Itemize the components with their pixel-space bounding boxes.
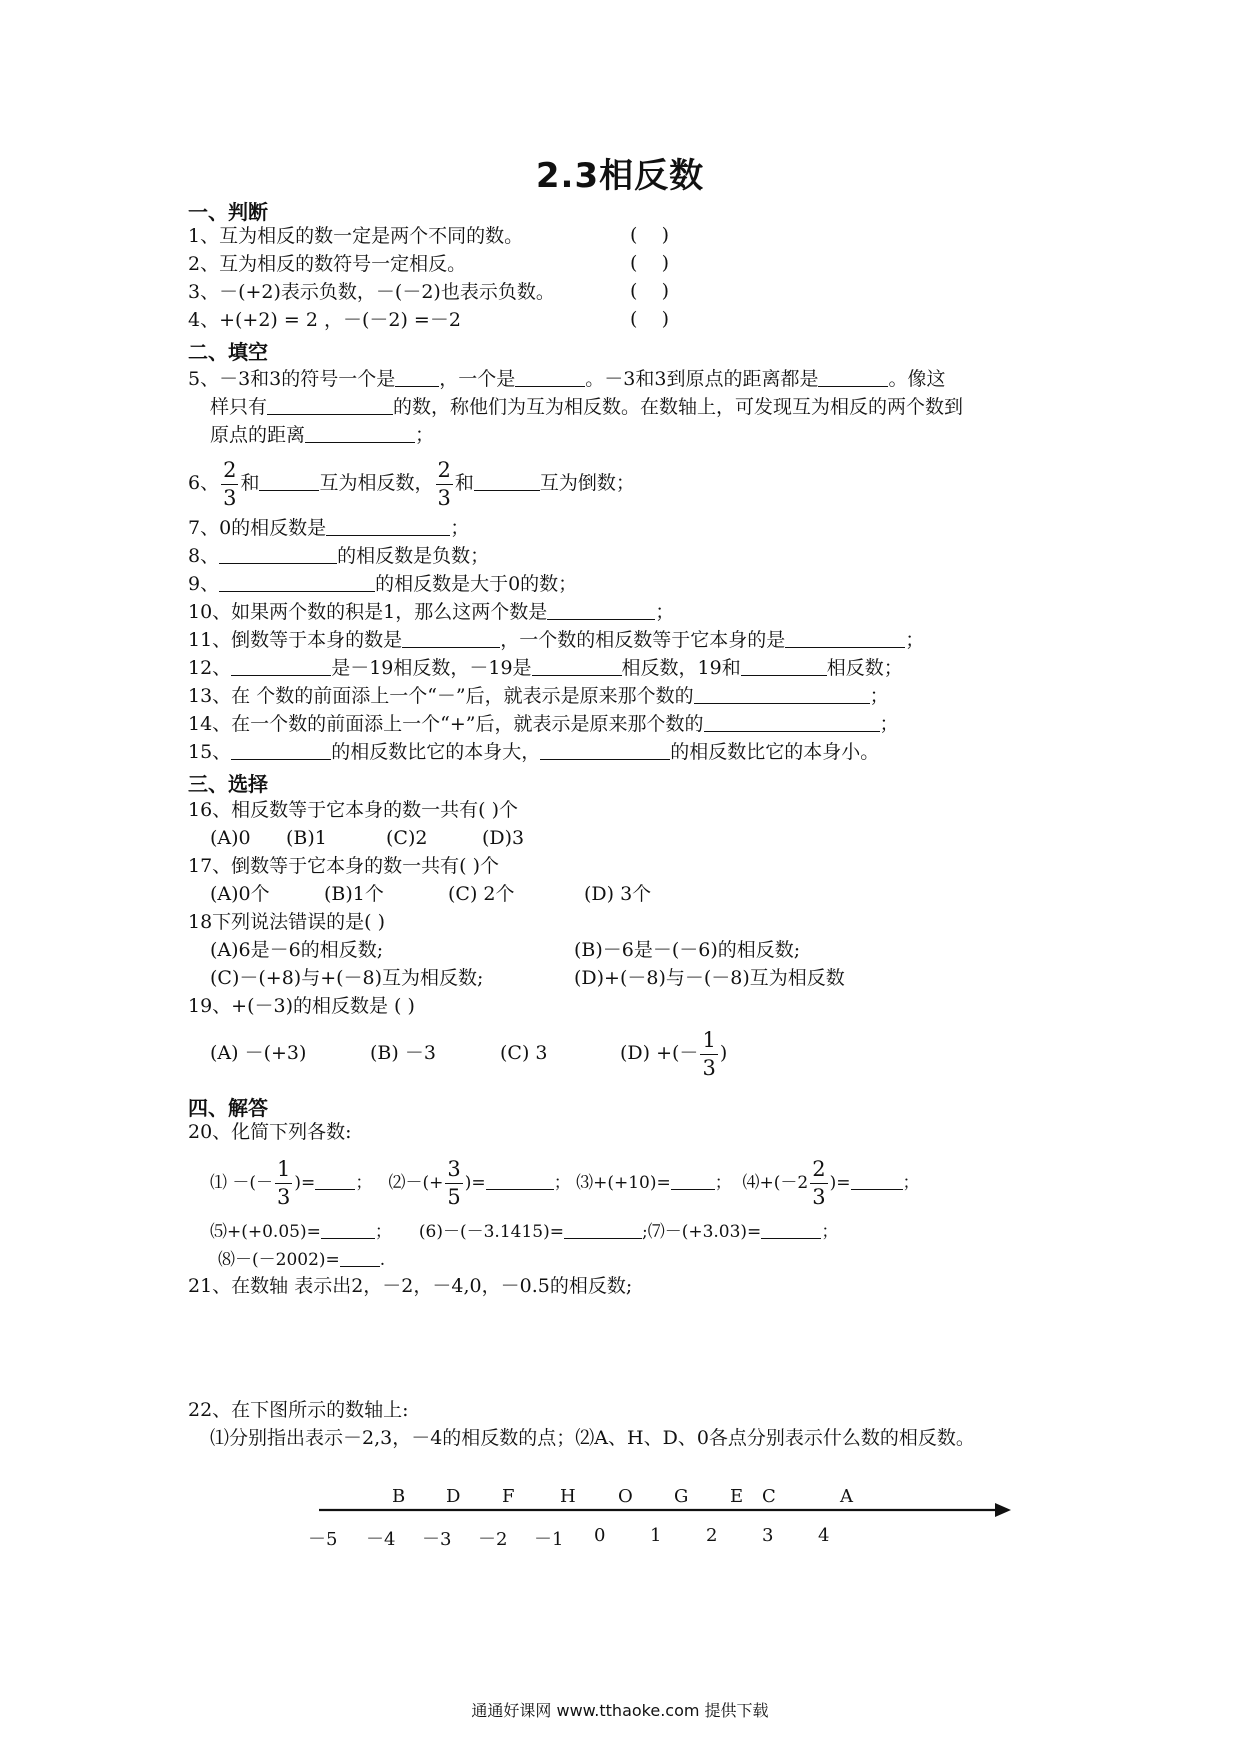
judge-q4-paren: ( )	[630, 308, 669, 330]
choice-q18-ab: (A)6是－6的相反数; (B)－6是－(－6)的相反数;	[210, 939, 801, 961]
tick-label: 4	[818, 1525, 830, 1546]
answer-q20: 20、化简下列各数:	[188, 1121, 352, 1143]
section-heading-judge: 一、判断	[188, 200, 268, 224]
choice-q16-options: (A)0 (B)1 (C)2 (D)3	[210, 827, 525, 849]
section-heading-choice: 三、选择	[188, 772, 268, 796]
section-heading-answer: 四、解答	[188, 1096, 268, 1120]
tick-label: 1	[650, 1525, 662, 1546]
fraction: $\frac{1}{3}$	[702, 1027, 716, 1080]
tick-label: －3	[422, 1529, 452, 1550]
fill-q6: 6、 $\frac{2}{3}$ 和 互为相反数， $\frac{2}{3}$ 和 互为倒数；	[188, 457, 635, 510]
choice-q17-options: (A)0个 (B)1个 (C) 2个 (D) 3个	[210, 883, 652, 905]
tick-label: －2	[478, 1529, 508, 1550]
fill-q5-line1: 5、－3和3的符号一个是 ，一个是 。－3和3到原点的距离都是 。像这	[188, 368, 946, 390]
choice-q19: 19、+(－3)的相反数是 ( )	[188, 995, 415, 1017]
point-label: H	[560, 1486, 576, 1507]
choice-q18-cd: (C)－(+8)与+(－8)互为相反数; (D)+(－8)与－(－8)互为相反数	[210, 967, 845, 989]
point-label: E	[730, 1486, 744, 1507]
judge-q1: 1、互为相反的数一定是两个不同的数。	[188, 225, 524, 247]
choice-q17: 17、倒数等于它本身的数一共有( )个	[188, 855, 500, 877]
fraction: $\frac{1}{3}$	[277, 1157, 291, 1209]
fill-q10: 10、如果两个数的积是1，那么这两个数是 ；	[188, 601, 675, 623]
tick-label: 3	[762, 1525, 774, 1546]
fill-q9: 9、 的相反数是大于0的数；	[188, 573, 578, 595]
choice-q16: 16、相反数等于它本身的数一共有( )个	[188, 799, 519, 821]
fill-q8: 8、 的相反数是负数；	[188, 545, 490, 567]
tick-label: －5	[308, 1529, 338, 1550]
answer-q20-row2: ⑸+(+0.05)= ； (6)－(－3.1415)= ;⑺－(+3.03)= ；	[210, 1218, 838, 1244]
fraction: $\frac{2}{3}$	[437, 457, 451, 510]
answer-q21: 21、在数轴 表示出2，－2，－4,0，－0.5的相反数;	[188, 1275, 633, 1297]
fill-q5-line2: 样只有 的数，称他们为互为相反数。在数轴上，可发现互为相反的两个数到	[210, 396, 964, 418]
page-title: 2.3相反数	[535, 156, 705, 196]
point-label: B	[392, 1486, 406, 1507]
judge-q3-paren: ( )	[630, 280, 669, 302]
fill-q13: 13、在 个数的前面添上一个“－”后，就表示是原来那个数的 ；	[188, 685, 889, 707]
fill-q7: 7、0的相反数是 ；	[188, 517, 470, 539]
answer-q22: 22、在下图所示的数轴上:	[188, 1399, 409, 1421]
point-label: G	[674, 1486, 689, 1507]
judge-q2-paren: ( )	[630, 252, 669, 274]
tick-label: －1	[534, 1529, 564, 1550]
number-line	[315, 1490, 1015, 1530]
point-label: O	[618, 1486, 633, 1507]
answer-q22-sub: ⑴分别指出表示－2,3，－4的相反数的点；⑵A、H、D、0各点分别表示什么数的相反数。	[210, 1427, 975, 1449]
judge-q4: 4、+(+2) = 2 ，－(－2) =－2	[188, 309, 461, 331]
footer-credit: 通通好课网 www.tthaoke.com 提供下载	[471, 1701, 769, 1720]
tick-label: 0	[594, 1525, 606, 1546]
fraction: $\frac{2}{3}$	[223, 457, 237, 510]
tick-label: －4	[366, 1529, 396, 1550]
fraction: $\frac{2}{3}$	[812, 1157, 826, 1209]
fraction: $\frac{3}{5}$	[447, 1157, 461, 1209]
point-label: D	[446, 1486, 461, 1507]
judge-q1-paren: ( )	[630, 224, 669, 246]
point-label: C	[762, 1486, 776, 1507]
judge-q3: 3、－(+2)表示负数，－(－2)也表示负数。	[188, 281, 555, 303]
answer-q20-row1: ⑴ －(－ $\frac{1}{3}$ )= ； ⑵－(+ $\frac{3}{5}$ )= ； ⑶+(+10)= ； ⑷+(－2 $\frac{2}{3}$ )= ；	[210, 1157, 920, 1209]
point-label: F	[502, 1486, 515, 1507]
choice-q19-options: (A) －(+3) (B) －3 (C) 3 (D) +(－ $\frac{1}{3}$ )	[210, 1027, 728, 1080]
answer-q20-row3: ⑻－(－2002)= .	[218, 1246, 385, 1272]
fill-q12: 12、 是－19相反数，－19是 相反数，19和 相反数；	[188, 657, 903, 679]
point-label: A	[840, 1486, 853, 1507]
fill-q11: 11、倒数等于本身的数是 ，一个数的相反数等于它本身的是 ；	[188, 629, 925, 651]
judge-q2: 2、互为相反的数符号一定相反。	[188, 253, 467, 275]
section-heading-fill: 二、填空	[188, 340, 268, 364]
fill-q5-line3: 原点的距离 ；	[210, 424, 435, 446]
fill-q15: 15、 的相反数比它的本身大， 的相反数比它的本身小。	[188, 741, 880, 763]
fill-q14: 14、在一个数的前面添上一个“+”后，就表示是原来那个数的 ；	[188, 713, 899, 735]
choice-q18: 18下列说法错误的是( )	[188, 911, 386, 933]
tick-label: 2	[706, 1525, 718, 1546]
